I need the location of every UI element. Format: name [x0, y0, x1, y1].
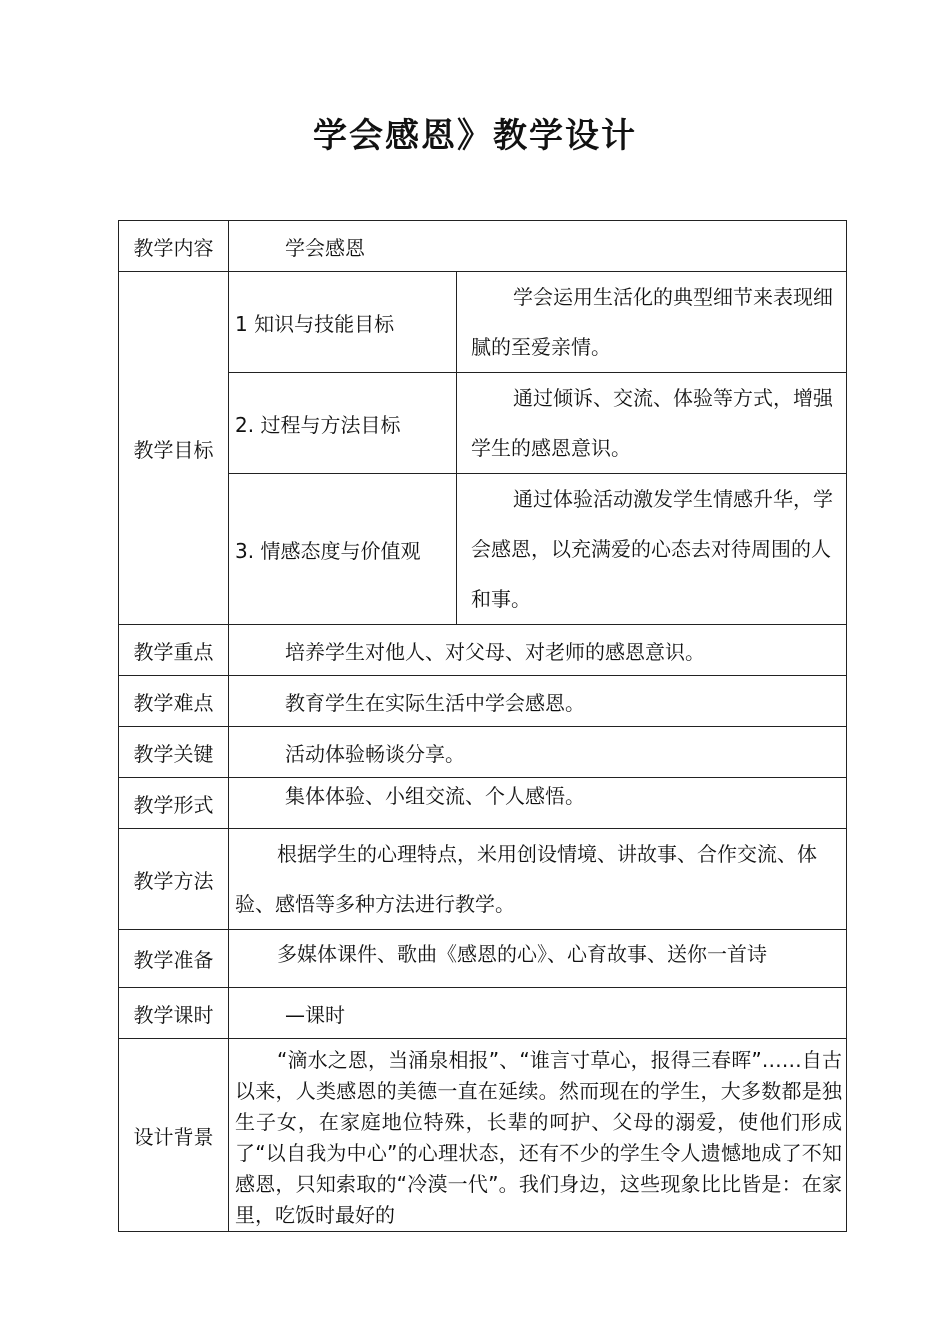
goal-text-content: 通过体验活动激发学生情感升华，学会感恩，以充满爱的心态去对待周围的人和事。	[471, 487, 833, 611]
row-value	[229, 930, 847, 988]
row-label: 教学课时	[119, 988, 229, 1039]
row-label: 教学重点	[119, 625, 229, 676]
goal-text	[457, 272, 847, 373]
goal-name: 2. 过程与方法目标	[229, 373, 457, 474]
row-label: 教学准备	[119, 930, 229, 988]
row-content	[119, 221, 847, 272]
row-label: 教学内容	[119, 221, 229, 272]
goal-name: 1 知识与技能目标	[229, 272, 457, 373]
row-value: 学会感恩	[229, 221, 847, 272]
row-value: 教育学生在实际生活中学会感恩。	[229, 676, 847, 727]
row-label: 教学关键	[119, 727, 229, 778]
row-value: 培养学生对他人、对父母、对老师的感恩意识。	[229, 625, 847, 676]
goal-text	[457, 474, 847, 625]
goal-name: 3. 情感态度与价值观	[229, 474, 457, 625]
row-goal-2	[119, 373, 847, 474]
row-label: 教学难点	[119, 676, 229, 727]
goal-text	[457, 373, 847, 474]
goal-text-content: 学会运用生活化的典型细节来表现细腻的至爱亲情。	[471, 285, 833, 359]
row-key	[119, 727, 847, 778]
row-value	[229, 1039, 847, 1232]
row-prep	[119, 930, 847, 988]
method-text: 根据学生的心理特点，米用创设情境、讲故事、合作交流、体验、感悟等多种方法进行教学。	[235, 842, 817, 916]
prep-text: 多媒体课件、歌曲《感恩的心》、心育故事、送你一首诗	[277, 942, 767, 966]
row-background	[119, 1039, 847, 1232]
row-label: 教学形式	[119, 778, 229, 829]
row-value: —课时	[229, 988, 847, 1039]
row-value	[229, 829, 847, 930]
row-difficulty	[119, 676, 847, 727]
row-goal-3	[119, 474, 847, 625]
row-hours	[119, 988, 847, 1039]
background-text: “滴水之恩，当涌泉相报”、“谁言寸草心，报得三春晖”……自古以来，人类感恩的美德一直在延续。然而现在的学生，大多数都是独生子女，在家庭地位特殊，长辈的呵护、父母的溺爱，使他们形成了“以自我为中心”的心理状态，还有不少的学生令人遗憾地成了不知感恩，只知索取的“冷漠一代”。我们身边，这些现象比比皆是：在家里，吃饭时最好的	[235, 1048, 842, 1227]
row-method	[119, 829, 847, 930]
row-label: 教学目标	[119, 272, 229, 625]
lesson-plan-table	[118, 220, 847, 1232]
row-label: 设计背景	[119, 1039, 229, 1232]
goal-text-content: 通过倾诉、交流、体验等方式，增强学生的感恩意识。	[471, 386, 833, 460]
row-goal-1	[119, 272, 847, 373]
row-focus	[119, 625, 847, 676]
row-form	[119, 778, 847, 829]
row-value: 活动体验畅谈分享。	[229, 727, 847, 778]
row-label: 教学方法	[119, 829, 229, 930]
document-title: 学会感恩》教学设计	[313, 116, 637, 156]
row-value: 集体体验、小组交流、个人感悟。	[229, 778, 847, 829]
